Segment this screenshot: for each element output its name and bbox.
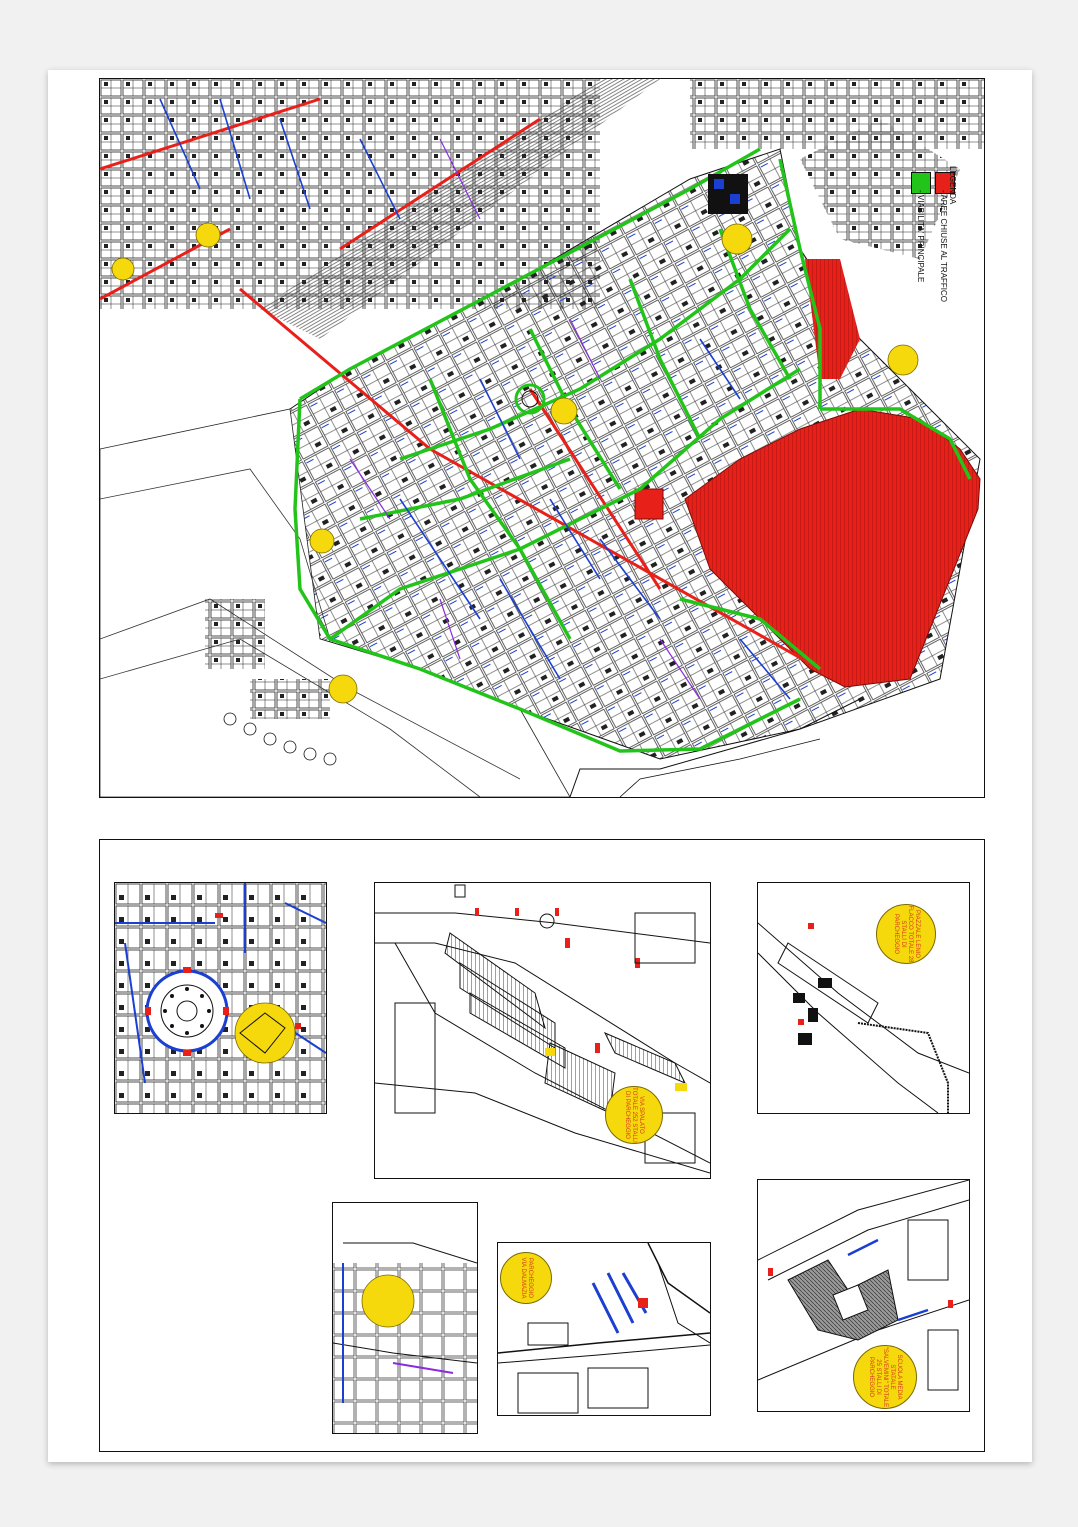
legend-title: LEGENDA <box>948 166 957 205</box>
legend-item-main-roads: - VIABILITA' PRINCIPALE <box>916 190 925 283</box>
parking-label-dalmazia: PARCHEGGIO VIA DALMAZIA <box>500 1252 552 1304</box>
parking-label-spalato: VIA SPALATO TOTALE 252 STALLI DI PARCHEGGIO <box>605 1086 663 1144</box>
inset-via-spalato <box>374 882 711 1179</box>
inset-small-block <box>332 1202 478 1434</box>
legend-item-closed: - AREE CHIUSE AL TRAFFICO <box>939 190 948 303</box>
parking-label-piazzale: PIAZZALE LENIO FLACCO TOTALE 28 STALLI DI PARCHEGGIO <box>876 904 936 964</box>
main-map <box>99 78 985 798</box>
inset-roundabout <box>114 882 327 1114</box>
main-map-drawing <box>100 79 984 797</box>
inset-piazzale <box>757 882 970 1114</box>
parking-label-scuola: SCUOLA MEDIA STATALE "SALVEMINI" TOTALE 25 STALLI DI PARCHEGGIO <box>853 1345 917 1409</box>
